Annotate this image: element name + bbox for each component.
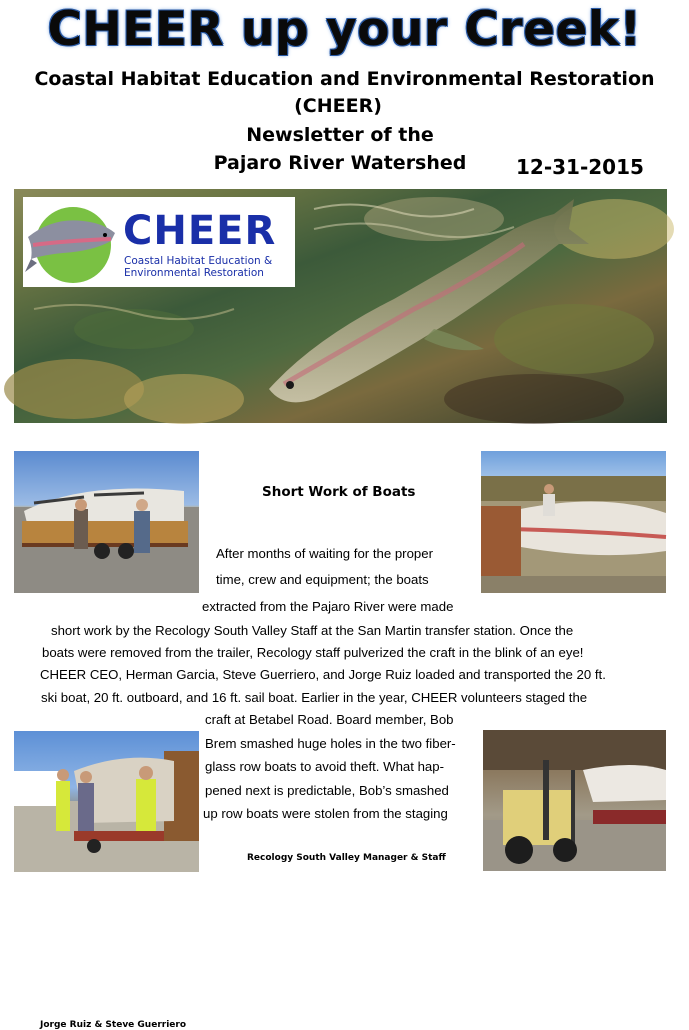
photo-boat-trailer-volunteers — [14, 451, 199, 1030]
forklift-image — [483, 730, 666, 871]
organization-name: Coastal Habitat Education and Environmental Restoration — [34, 68, 655, 90]
photo-forklift-boat — [483, 730, 666, 871]
issue-date: 12-31-2015 — [516, 155, 644, 179]
article-line: pened next is predictable, Bob’s smashed — [205, 783, 449, 798]
cheer-logo — [23, 197, 295, 287]
trout-logo-icon — [23, 197, 118, 287]
photo-recology-staff — [14, 731, 199, 872]
recology-staff-image — [14, 731, 199, 872]
article-line: craft at Betabel Road. Board member, Bob — [205, 712, 454, 727]
boat-on-trailer-image — [14, 451, 199, 593]
article-line: boats were removed from the trailer, Recology staff pulverized the craft in the blink of an eye! — [42, 645, 584, 660]
wrecked-boat-image — [481, 451, 666, 593]
photo-caption-jorge-steve: Jorge Ruiz & Steve Guerriero — [40, 1020, 187, 1030]
newsletter-subtitle-line1: Newsletter of the — [246, 124, 434, 146]
article-line: CHEER CEO, Herman Garcia, Steve Guerriero, and Jorge Ruiz loaded and transported the 20 ft. — [40, 667, 606, 682]
article-line: After months of waiting for the proper — [216, 546, 433, 561]
logo-subtitle-line1: Coastal Habitat Education & — [124, 255, 273, 267]
logo-wordmark: CHEER — [123, 208, 277, 254]
newsletter-title: CHEER up your Creek! — [47, 2, 642, 57]
hero-trout-photo — [14, 189, 667, 423]
article-line: extracted from the Pajaro River were made — [202, 599, 454, 614]
article-line: time, crew and equipment; the boats — [216, 572, 429, 587]
article-line: Brem smashed huge holes in the two fiber- — [205, 736, 456, 751]
newsletter-subtitle-line2: Pajaro River Watershed — [213, 152, 467, 174]
photo-boat-wreck-site — [481, 451, 666, 593]
article-line: ski boat, 20 ft. outboard, and 16 ft. sail boat. Earlier in the year, CHEER volunteers staged the — [41, 690, 588, 705]
article-line: short work by the Recology South Valley Staff at the San Martin transfer station. Once the — [51, 623, 574, 638]
article-title: Short Work of Boats — [262, 484, 416, 500]
organization-abbreviation: (CHEER) — [294, 95, 382, 117]
article-line: glass row boats to avoid theft. What hap- — [205, 759, 444, 774]
logo-subtitle-line2: Environmental Restoration — [124, 267, 264, 279]
photo-caption-recology: Recology South Valley Manager & Staff — [247, 853, 446, 863]
article-line: up row boats were stolen from the staging — [203, 806, 448, 821]
